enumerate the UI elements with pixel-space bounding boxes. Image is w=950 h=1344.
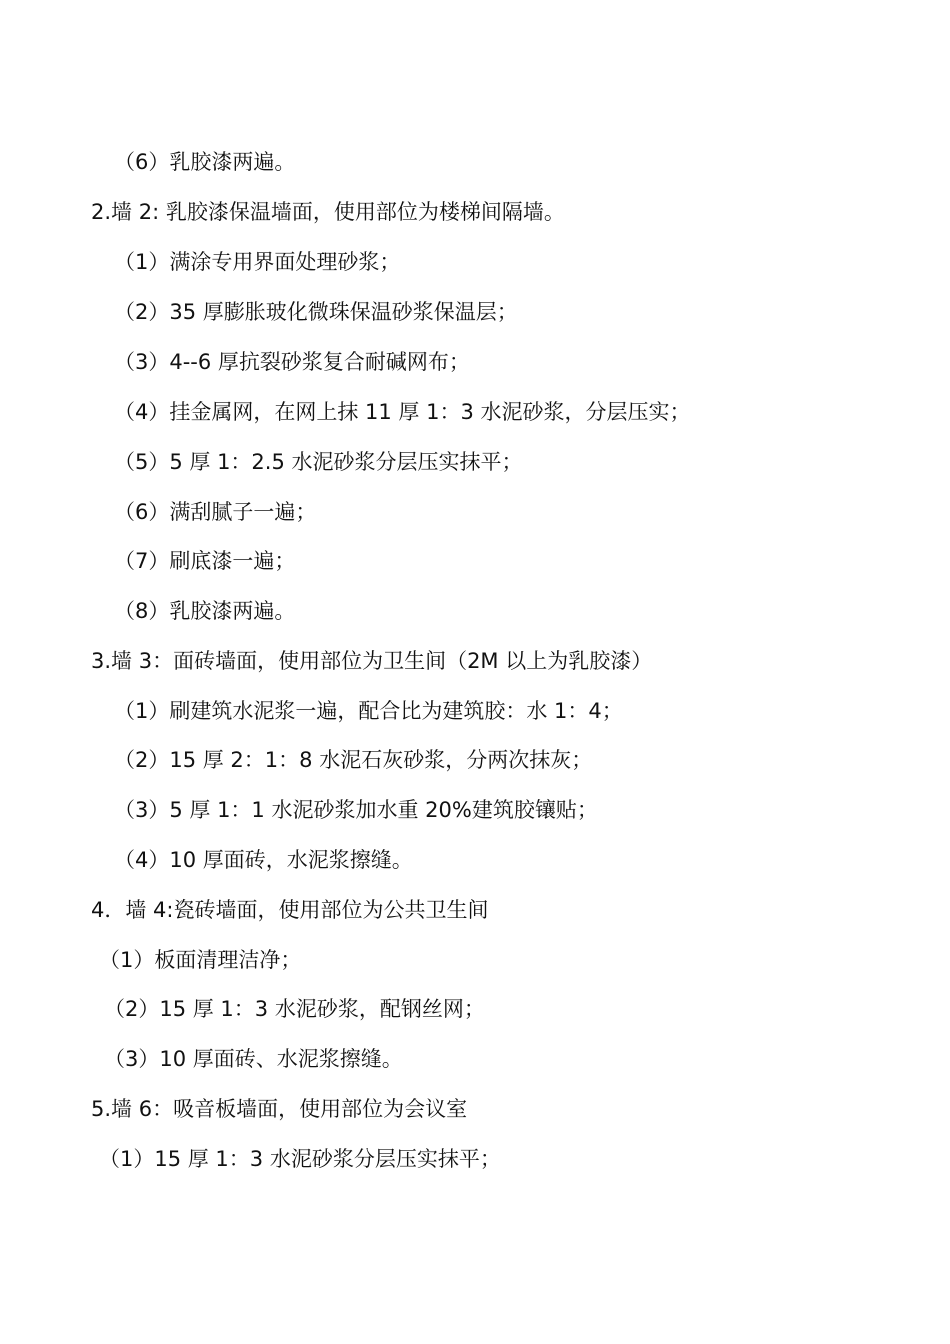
text-line: （4）10 厚面砖，水泥浆擦缝。: [114, 848, 413, 872]
text-line: （4）挂金属网，在网上抹 11 厚 1：3 水泥砂浆，分层压实；: [114, 400, 691, 424]
section-heading: 3.墙 3：面砖墙面，使用部位为卫生间（2M 以上为乳胶漆）: [91, 649, 653, 673]
text-line: （8）乳胶漆两遍。: [114, 599, 296, 623]
text-line: （2）15 厚 2：1：8 水泥石灰砂浆，分两次抹灰；: [114, 748, 593, 772]
text-line: （1）15 厚 1：3 水泥砂浆分层压实抹平；: [99, 1147, 501, 1171]
text-line: （2）15 厚 1：3 水泥砂浆，配钢丝网；: [104, 997, 485, 1021]
text-line: （3）10 厚面砖、水泥浆擦缝。: [104, 1047, 403, 1071]
text-line: （2）35 厚膨胀玻化微珠保温砂浆保温层；: [114, 300, 518, 324]
text-line: （1）刷建筑水泥浆一遍，配合比为建筑胶：水 1：4；: [114, 699, 623, 723]
section-heading: 4．墙 4:瓷砖墙面，使用部位为公共卫生间: [91, 898, 489, 922]
text-line: （7）刷底漆一遍；: [114, 549, 296, 573]
text-line: （6）乳胶漆两遍。: [114, 150, 296, 174]
section-heading: 2.墙 2: 乳胶漆保温墙面，使用部位为楼梯间隔墙。: [91, 200, 565, 224]
text-line: （1）板面清理洁净；: [99, 948, 302, 972]
text-line: （3）5 厚 1：1 水泥砂浆加水重 20%建筑胶镶贴；: [114, 798, 598, 822]
section-heading: 5.墙 6：吸音板墙面，使用部位为会议室: [91, 1097, 468, 1121]
text-line: （5）5 厚 1：2.5 水泥砂浆分层压实抹平；: [114, 450, 523, 474]
text-line: （6）满刮腻子一遍；: [114, 500, 317, 524]
text-line: （3）4--6 厚抗裂砂浆复合耐碱网布；: [114, 350, 470, 374]
text-line: （1）满涂专用界面处理砂浆；: [114, 250, 401, 274]
